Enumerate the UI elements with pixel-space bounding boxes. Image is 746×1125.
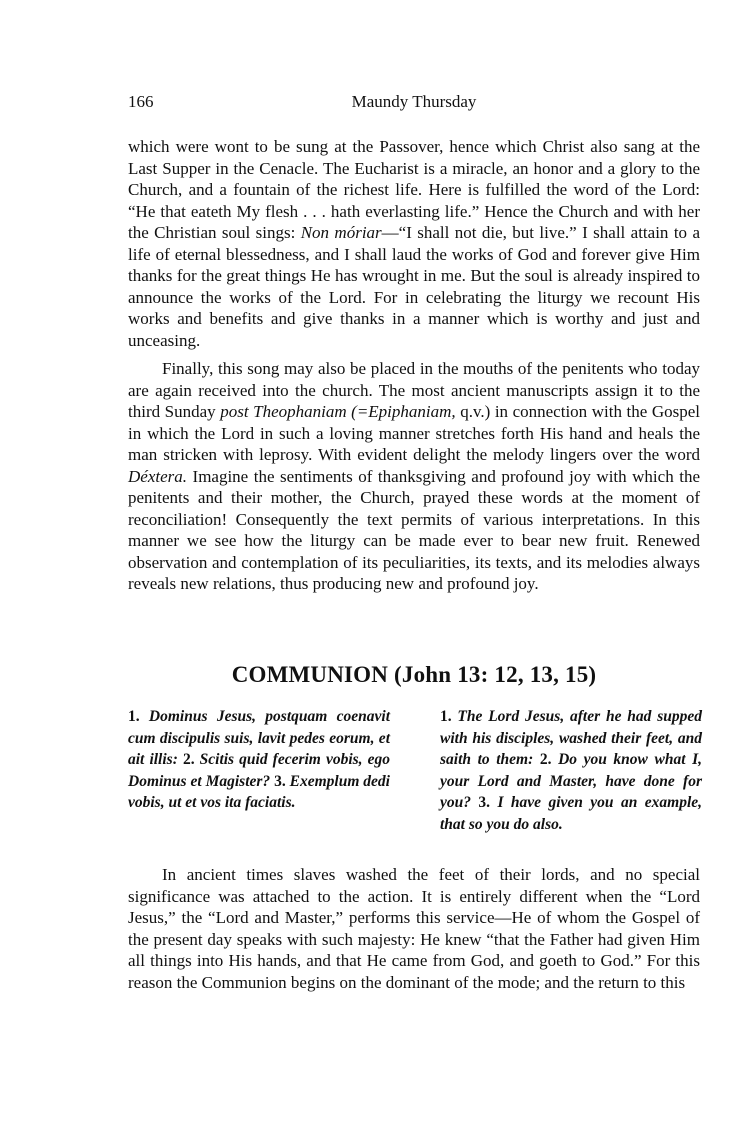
page-number: 166 [128,92,154,111]
paragraph-2-text-b: q.v.) in connection with the Gospel in which the Lord in such a loving manner stretches forth His hand and heals the man stricken with leprosy. With evident delight the melody lingers over the word [128,402,700,464]
verse-number: 2. [539,751,552,769]
paragraph-2-text-a: Finally, this song may also be placed in the mouths of the penitents who today are again received into the church. The most ancient manuscripts assign it to the third Sunday [128,359,700,421]
english-verse: The Lord Jesus, after he had supped with his disciples, washed their feet, and saith to them: [440,708,702,769]
english-verse: Do you know what I, your Lord and Master, have done for you? [440,751,702,812]
latin-verse: Dominus Jesus, postquam coenavit cum discipulis suis, lavit pedes eorum, et ait illis: [128,708,390,769]
paragraph-1-latin: Non móriar [300,223,382,242]
paragraph-3: In ancient times slaves washed the feet of their lords, and no special significance was attached to the action. It is entirely different when the “Lord Jesus,” the “Lord and Master,” performs this service—He of whom the Gospel of the present day speaks with such majesty: He knew “that the Father had given Him all things into His hands, and that He came from God, and goeth to God.” For this reason the Communion begins on the dominant of the mode; and the return to this [128,865,700,992]
verse-number: 3. [478,794,491,812]
latin-verse: Exemplum dedi vobis, ut et vos ita faciatis. [128,772,390,812]
verse-number: 3. [274,772,286,790]
verse-number: 1. [128,708,140,725]
latin-verse: Scitis quid fecerim vobis, ego Dominus et Magister? [128,751,390,790]
english-text-column [440,706,702,836]
latin-text-column [128,706,390,814]
paragraph-1 [128,136,700,351]
verse-number: 1. [440,708,452,725]
body-text-continued [128,864,700,994]
paragraph-1-text-a: which were wont to be sung at the Passover, hence which Christ also sang at the Last Supper in the Cenacle. The Eucharist is a miracle, an honor and a glory to the Church, and a fountain of the richest life. Here is fulfilled the word of the Lord: “He that eateth My flesh . . . hath everlasting life.” Hence the Church and with her the Christian soul sings: [128,137,700,242]
page-header [128,92,700,114]
english-verse: I have given you an example, that so you do also. [440,794,703,833]
running-head: Maundy Thursday [351,92,477,111]
paragraph-2 [128,358,700,595]
paragraph-2-latin-a: post Theophaniam (=Epiphaniam, [220,402,456,421]
section-heading: COMMUNION (John 13: 12, 13, 15) [231,662,597,687]
paragraph-2-text-c: Imagine the sentiments of thanksgiving and profound joy with which the penitents and their mother, the Church, prayed these words at the moment of reconciliation! Consequently the text permits of various interpretations. In this manner we see how the liturgy can be made ever to bear new fruit. Renewed observation and contemplation of its peculiarities, its texts, and its melodies always reveals new relations, thus producing new and profound joy. [128,466,700,593]
body-text [128,136,700,595]
paragraph-2-latin-b: Déxtera. [128,466,188,486]
verse-number: 2. [182,751,195,769]
paragraph-1-text-b: —“I shall not die, but live.” I shall attain to a life of eternal blessedness, and I shall laud the works of God and forever give Him thanks for the great things He has wrought in me. But the soul is already inspired to announce the works of the Lord. For in celebrating the liturgy we recount His works and benefits and give thanks in a manner which is worthy and just and unceasing. [128,223,700,350]
